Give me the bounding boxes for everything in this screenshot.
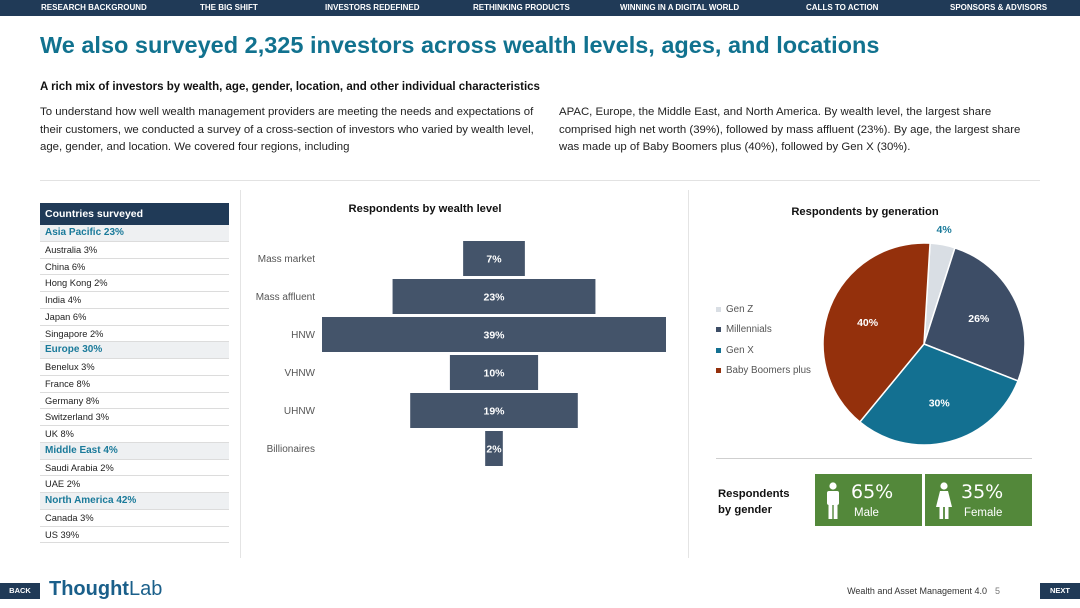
region-row: Europe 30%: [40, 342, 229, 359]
legend-label: Gen X: [726, 344, 754, 356]
pie-slice-label: 4%: [936, 223, 952, 236]
wealth-category-label: VHNW: [284, 368, 315, 379]
wealth-bar-label: 10%: [483, 367, 505, 380]
legend-swatch: [716, 348, 721, 353]
pie-slice-label: 40%: [857, 316, 879, 329]
wealth-level-chart: [240, 228, 680, 478]
nav-rethinking-products[interactable]: RETHINKING PRODUCTS: [473, 3, 570, 12]
column-divider: [688, 190, 689, 558]
intro-paragraph-right: APAC, Europe, the Middle East, and North America. By wealth level, the largest share comprised high net worth (39%), followed by mass affluent (23%). By age, the largest share was made up of Baby Boomers plus (40%), followed by Gen X (30%).: [559, 106, 1021, 153]
nav-research-background[interactable]: RESEARCH BACKGROUND: [41, 3, 147, 12]
legend-item: [716, 361, 811, 382]
wealth-category-label: HNW: [291, 330, 315, 341]
wealth-category-label: Mass market: [257, 254, 315, 265]
legend-swatch: [716, 327, 721, 332]
male-stat-box: [815, 474, 922, 526]
thoughtlab-logo: ThoughtLab: [49, 578, 163, 600]
legend-swatch: [716, 307, 721, 312]
pie-slice-label: 30%: [928, 397, 950, 410]
country-row: Switzerland 3%: [40, 409, 229, 426]
nav-investors-redefined[interactable]: INVESTORS REDEFINED: [325, 3, 420, 12]
pie-slice-label: 26%: [968, 313, 990, 326]
male-label: Male: [854, 507, 879, 519]
legend-label: Gen Z: [726, 303, 754, 315]
nav-winning-digital-world[interactable]: WINNING IN A DIGITAL WORLD: [620, 3, 740, 12]
country-row: Australia 3%: [40, 242, 229, 259]
back-button[interactable]: BACK: [0, 583, 40, 599]
nav-sponsors-advisors[interactable]: SPONSORS & ADVISORS: [950, 3, 1048, 12]
wealth-bar-label: 39%: [483, 329, 505, 342]
country-row: Japan 6%: [40, 309, 229, 326]
country-row: Singapore 2%: [40, 326, 229, 343]
countries-table: [40, 203, 229, 543]
wealth-chart-title: Respondents by wealth level: [348, 203, 502, 215]
country-row: China 6%: [40, 259, 229, 276]
male-person-icon: [825, 482, 841, 520]
wealth-bar-label: 19%: [483, 405, 505, 418]
countries-table-header: Countries surveyed: [40, 203, 229, 225]
nav-the-big-shift[interactable]: THE BIG SHIFT: [200, 3, 258, 12]
page-title: We also surveyed 2,325 investors across wealth levels, ages, and locations: [40, 32, 880, 58]
female-label: Female: [964, 507, 1003, 519]
country-row: Canada 3%: [40, 510, 229, 527]
generation-pie-chart: [820, 223, 1032, 434]
gender-label-line1: Respondents: [718, 488, 790, 500]
gender-label: [718, 486, 790, 518]
female-person-icon: [935, 482, 953, 520]
wealth-category-label: Billionaires: [266, 444, 315, 455]
legend-item: [716, 340, 811, 361]
region-row: Middle East 4%: [40, 443, 229, 460]
country-row: US 39%: [40, 527, 229, 544]
wealth-bar-label: 7%: [486, 253, 502, 266]
report-name: Wealth and Asset Management 4.0: [847, 586, 987, 596]
country-row: France 8%: [40, 376, 229, 393]
intro-paragraph-left: To understand how well wealth management providers are meeting the needs and expectations of their customers, we conducted a survey of a cross-section of investors who varied by wealth level, age, gender, and location. We covered four regions, including: [40, 106, 534, 153]
generation-chart-title: Respondents by generation: [791, 206, 939, 218]
legend-label: Baby Boomers plus: [726, 365, 811, 377]
gender-divider: [716, 458, 1032, 459]
female-stat-box: [925, 474, 1032, 526]
next-button[interactable]: NEXT: [1040, 583, 1080, 599]
footer-report-title: [847, 586, 1000, 596]
country-row: Germany 8%: [40, 393, 229, 410]
page-number: 5: [994, 586, 1000, 596]
section-divider: [40, 180, 1040, 181]
generation-legend: [716, 299, 811, 381]
countries-table-body: [40, 225, 229, 543]
wealth-category-label: UHNW: [283, 406, 315, 417]
country-row: Benelux 3%: [40, 359, 229, 376]
legend-swatch: [716, 368, 721, 373]
country-row: Hong Kong 2%: [40, 275, 229, 292]
gender-label-line2: by gender: [718, 504, 772, 516]
country-row: UAE 2%: [40, 476, 229, 493]
country-row: Saudi Arabia 2%: [40, 460, 229, 477]
legend-item: [716, 320, 811, 341]
male-percentage: 65%: [851, 481, 894, 503]
nav-calls-to-action[interactable]: CALLS TO ACTION: [806, 3, 879, 12]
country-row: India 4%: [40, 292, 229, 309]
top-navigation: [0, 0, 1080, 16]
wealth-category-label: Mass affluent: [255, 292, 315, 303]
region-row: Asia Pacific 23%: [40, 225, 229, 242]
legend-item: [716, 299, 811, 320]
page-subtitle: A rich mix of investors by wealth, age, gender, location, and other individual characteristics: [40, 81, 540, 93]
female-percentage: 35%: [961, 481, 1004, 503]
region-row: North America 42%: [40, 493, 229, 510]
country-row: UK 8%: [40, 426, 229, 443]
wealth-bar-label: 2%: [486, 443, 502, 456]
legend-label: Millennials: [726, 324, 772, 336]
wealth-bar-label: 23%: [483, 291, 505, 304]
